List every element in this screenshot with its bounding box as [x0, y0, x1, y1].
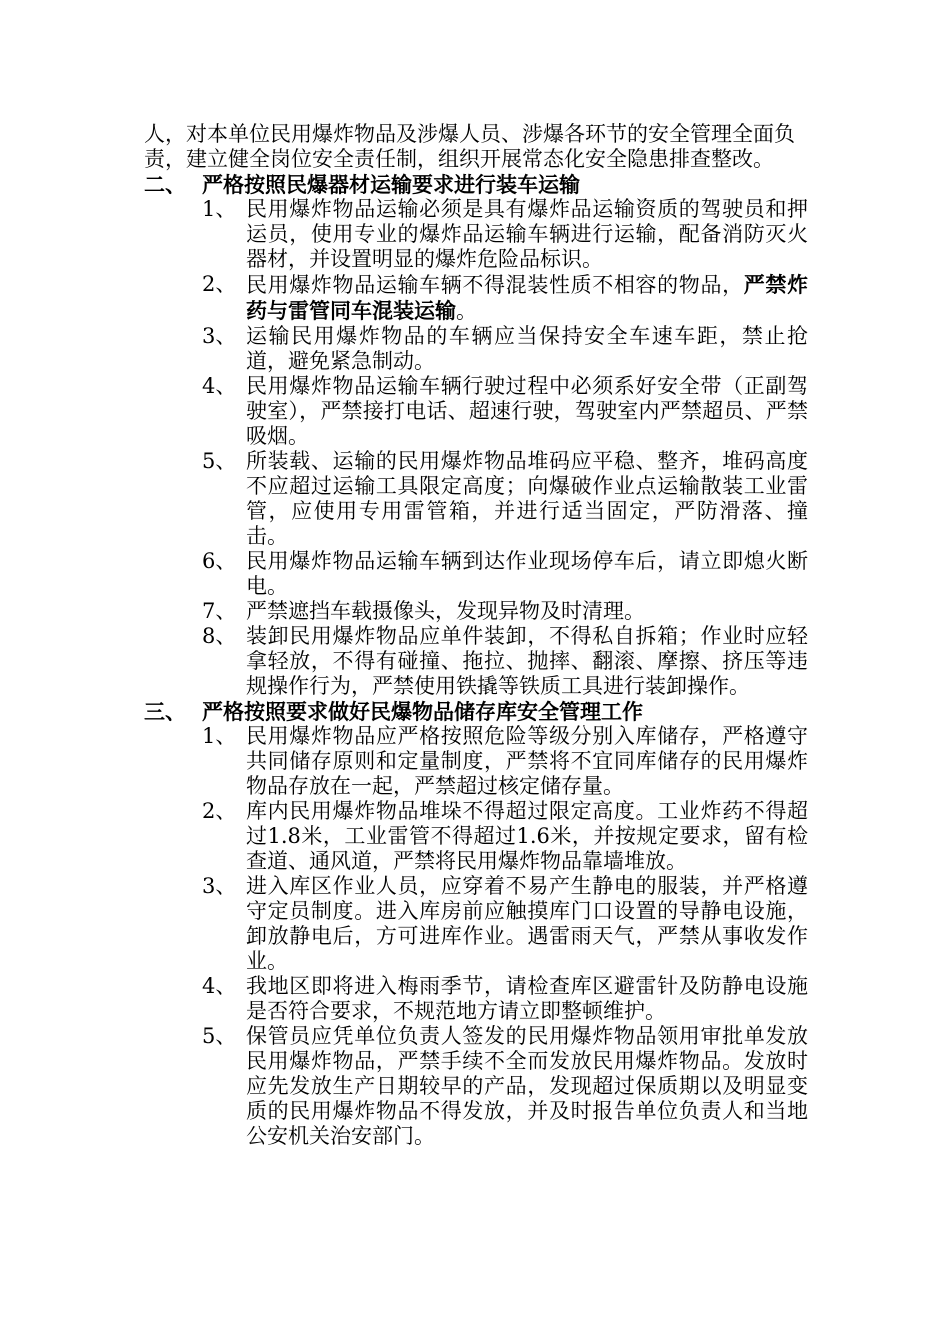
item-number: 5、	[202, 449, 237, 473]
item-number: 3、	[202, 874, 237, 898]
item-number: 2、	[202, 799, 237, 823]
item-number: 3、	[202, 324, 237, 348]
item-number: 8、	[202, 624, 237, 648]
intro-paragraph: 人，对本单位民用爆炸物品及涉爆人员、涉爆各环节的安全管理全面负责，建立健全岗位安全责任制，组织开展常态化安全隐患排查整改。	[144, 122, 795, 171]
item-number: 7、	[202, 599, 237, 623]
item-number: 1、	[202, 197, 237, 221]
item-number: 4、	[202, 974, 237, 998]
item-text: 民用爆炸物品运输必须是具有爆炸品运输资质的驾驶员和押运员，使用专业的爆炸品运输车辆进行运输，配备消防灭火器材，并设置明显的爆炸危险品标识。	[246, 197, 808, 271]
section-title: 严格按照民爆器材运输要求进行装车运输	[202, 172, 580, 197]
section-number: 三、	[144, 699, 186, 724]
list-item	[144, 272, 808, 324]
item-text-tail: 。	[456, 299, 477, 323]
item-text: 严禁遮挡车载摄像头，发现异物及时清理。	[246, 599, 645, 623]
item-text: 进入库区作业人员，应穿着不易产生静电的服装，并严格遵守定员制度。进入库房前应触摸库门口设置的导静电设施，卸放静电后，方可进库作业。遇雷雨天气，严禁从事收发作业。	[246, 874, 808, 973]
list-item	[144, 324, 808, 374]
item-text: 装卸民用爆炸物品应单件装卸，不得私自拆箱；作业时应轻拿轻放，不得有碰撞、拖拉、抛摔、翻滚、摩擦、挤压等违规操作行为，严禁使用铁撬等铁质工具进行装卸操作。	[246, 624, 808, 698]
section-heading-2	[144, 172, 808, 197]
item-number: 2、	[202, 272, 237, 296]
list-item	[144, 599, 808, 624]
item-text: 我地区即将进入梅雨季节，请检查库区避雷针及防静电设施是否符合要求，不规范地方请立即整顿维护。	[246, 974, 808, 1023]
list-item	[144, 374, 808, 449]
document-content	[144, 122, 808, 1149]
item-text: 民用爆炸物品应严格按照危险等级分别入库储存，严格遵守共同储存原则和定量制度，严禁将不宜同库储存的民用爆炸物品存放在一起，严禁超过核定储存量。	[246, 724, 808, 798]
item-text: 所装载、运输的民用爆炸物品堆码应平稳、整齐，堆码高度不应超过运输工具限定高度；向爆破作业点运输散装工业雷管，应使用专用雷管箱，并进行适当固定，严防滑落、撞击。	[246, 449, 808, 548]
item-text: 民用爆炸物品运输车辆行驶过程中必须系好安全带（正副驾驶室），严禁接打电话、超速行驶，驾驶室内严禁超员、严禁吸烟。	[246, 374, 808, 448]
list-item	[144, 974, 808, 1024]
list-item	[144, 874, 808, 974]
list-item	[144, 449, 808, 549]
item-number: 6、	[202, 549, 237, 573]
item-text: 运输民用爆炸物品的车辆应当保持安全车速车距，禁止抢道，避免紧急制动。	[246, 324, 808, 373]
list-item	[144, 1024, 808, 1149]
section-heading-3	[144, 699, 808, 724]
list-item	[144, 197, 808, 272]
item-text: 保管员应凭单位负责人签发的民用爆炸物品领用审批单发放民用爆炸物品，严禁手续不全而发放民用爆炸物品。发放时应先发放生产日期较早的产品，发现超过保质期以及明显变质的民用爆炸物品不得发放，并及时报告单位负责人和当地公安机关治安部门。	[246, 1024, 808, 1148]
item-text-group	[246, 272, 808, 324]
list-item	[144, 724, 808, 799]
item-text: 库内民用爆炸物品堆垛不得超过限定高度。工业炸药不得超过1.8米，工业雷管不得超过1.6米，并按规定要求，留有检查道、通风道，严禁将民用爆炸物品靠墙堆放。	[246, 799, 808, 873]
list-item	[144, 624, 808, 699]
list-item	[144, 549, 808, 599]
section-title: 严格按照要求做好民爆物品储存库安全管理工作	[202, 699, 643, 724]
list-item	[144, 799, 808, 874]
item-text: 民用爆炸物品运输车辆到达作业现场停车后，请立即熄火断电。	[246, 549, 808, 598]
item-bold-text: 严禁炸药与雷管同车混装运输	[246, 272, 808, 323]
item-number: 4、	[202, 374, 237, 398]
item-number: 5、	[202, 1024, 237, 1048]
item-text: 民用爆炸物品运输车辆不得混装性质不相容的物品，	[246, 273, 744, 297]
item-number: 1、	[202, 724, 237, 748]
section-number: 二、	[144, 172, 186, 197]
